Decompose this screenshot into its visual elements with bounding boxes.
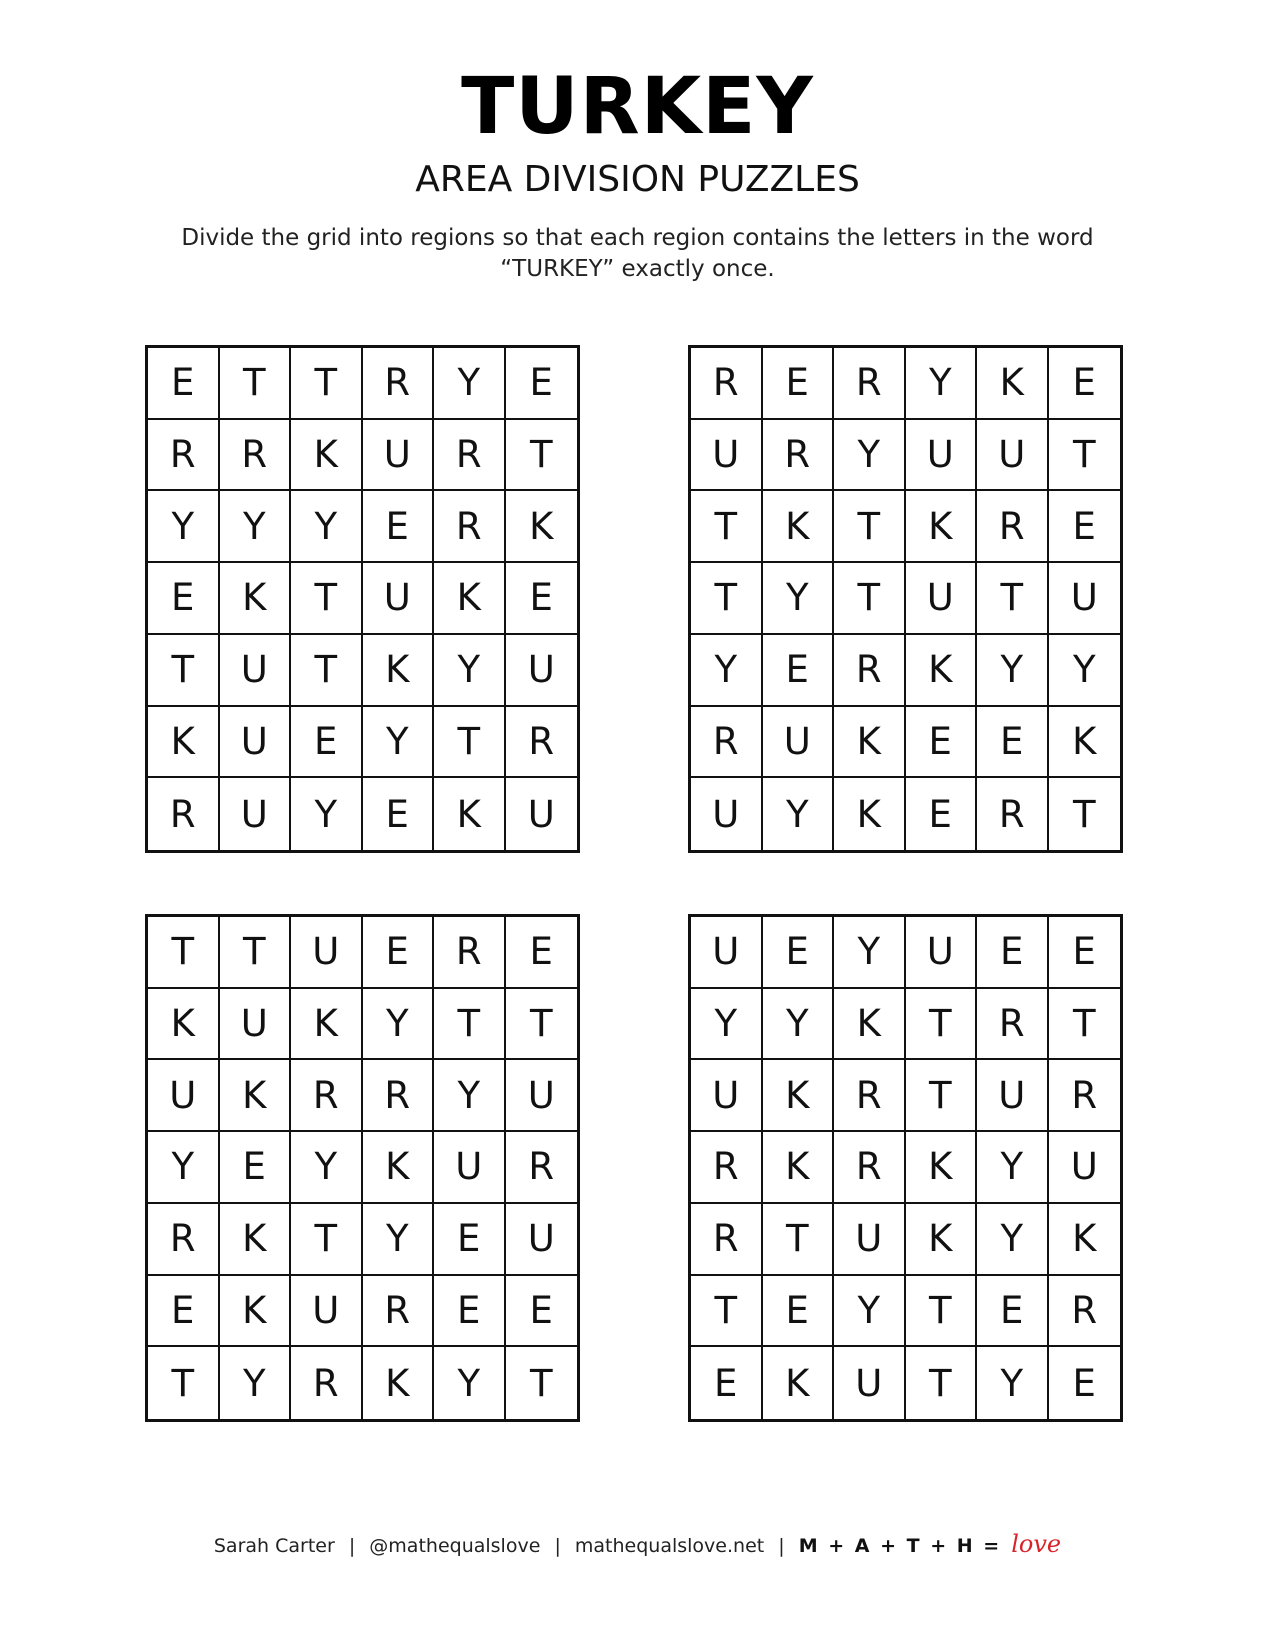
grid-cell: U: [691, 917, 763, 989]
grid-cell: R: [434, 917, 506, 989]
grid-cell: K: [506, 491, 578, 563]
grid-cell: R: [506, 1132, 578, 1204]
grid-cell: K: [763, 491, 835, 563]
grid-cell: T: [148, 917, 220, 989]
grid-cell: K: [977, 348, 1049, 420]
grid-cell: T: [977, 563, 1049, 635]
grid-cell: T: [1049, 989, 1121, 1061]
grid-cell: Y: [1049, 635, 1121, 707]
grid-cell: Y: [977, 1132, 1049, 1204]
grid-cell: E: [906, 778, 978, 850]
grid-cell: K: [834, 989, 906, 1061]
grid-cell: T: [148, 1347, 220, 1419]
grid-cell: K: [763, 1132, 835, 1204]
grid-cell: K: [834, 778, 906, 850]
footer-logo-love: love: [1011, 1530, 1062, 1558]
grid-cell: Y: [977, 1347, 1049, 1419]
grid-cell: Y: [291, 491, 363, 563]
grid-cell: R: [434, 491, 506, 563]
grid-cell: E: [506, 1276, 578, 1348]
grid-cell: E: [1072, 1361, 1096, 1405]
grid-cell: E: [691, 1347, 763, 1419]
grid-cell: T: [691, 1276, 763, 1348]
grid-cell: Y: [291, 778, 363, 850]
grid-cell: T: [763, 1204, 835, 1276]
grid-cell: E: [763, 1276, 835, 1348]
grid-cell: K: [906, 635, 978, 707]
grid-cell: Y: [363, 989, 435, 1061]
grid-cell: K: [220, 1060, 292, 1132]
grid-cell: R: [834, 348, 906, 420]
grid-cell: T: [834, 491, 906, 563]
grid-cell: K: [906, 491, 978, 563]
footer-separator: |: [778, 1535, 785, 1557]
grid-cell: K: [763, 1060, 835, 1132]
grid-cell: T: [906, 1347, 978, 1419]
grid-cell: U: [691, 778, 763, 850]
grid-cell: T: [291, 563, 363, 635]
grid-cell: E: [363, 778, 435, 850]
grid-cell: R: [363, 348, 435, 420]
grid-cell: R: [1049, 1276, 1121, 1348]
instructions-text: Divide the grid into regions so that each region contains the letters in the word “TURKEY” exactly once.: [181, 225, 1094, 282]
grid-cell: R: [691, 1132, 763, 1204]
grid-cell: R: [977, 491, 1049, 563]
grid-cell: U: [977, 420, 1049, 492]
grid-cell: E: [906, 707, 978, 779]
grid-cell: T: [691, 491, 763, 563]
grid-cell: U: [506, 635, 578, 707]
footer-separator: |: [554, 1535, 561, 1557]
grid-cell: K: [363, 1132, 435, 1204]
grid-cell: E: [506, 348, 578, 420]
grid-cell: E: [434, 1276, 506, 1348]
grid-cell: E: [363, 917, 435, 989]
grid-cell: E: [977, 707, 1049, 779]
grid-cell: E: [1049, 491, 1121, 563]
grid-cell: Y: [220, 1347, 292, 1419]
grid-cell: T: [506, 420, 578, 492]
grid-cell: Y: [691, 989, 763, 1061]
grid-cell: K: [906, 1132, 978, 1204]
grid-cell: U: [506, 1060, 578, 1132]
grid-cell: K: [291, 989, 363, 1061]
grid-cell: R: [291, 1060, 363, 1132]
grid-cell: R: [506, 707, 578, 779]
grid-cell: U: [834, 1347, 906, 1419]
grid-cell: R: [691, 707, 763, 779]
grid-cell: T: [220, 348, 292, 420]
grid-cell: R: [977, 778, 1049, 850]
grid-cell: E: [148, 1276, 220, 1348]
grid-cell: K: [148, 989, 220, 1061]
grid-cell: U: [363, 420, 435, 492]
grid-cell: Y: [148, 491, 220, 563]
puzzle-grid-4: [688, 914, 1123, 1422]
grid-cell: T: [906, 1276, 978, 1348]
grid-cell: E: [763, 635, 835, 707]
grid-cell: K: [834, 707, 906, 779]
grid-cell: U: [1049, 1132, 1121, 1204]
grid-cell: Y: [363, 707, 435, 779]
puzzle-grid-1: [145, 345, 580, 853]
grid-cell: K: [1049, 1204, 1121, 1276]
grid-cell: T: [434, 989, 506, 1061]
grid-cell: U: [691, 420, 763, 492]
grid-cell: Y: [148, 1132, 220, 1204]
puzzle-grid-2: [688, 345, 1123, 853]
footer-author: Sarah Carter: [213, 1535, 335, 1557]
grid-cell: K: [434, 778, 506, 850]
grid-cell: R: [291, 1347, 363, 1419]
grid-cell: T: [220, 917, 292, 989]
grid-cell: U: [906, 420, 978, 492]
footer-website: mathequalslove.net: [574, 1535, 765, 1557]
grid-cell: R: [834, 1132, 906, 1204]
grid-cell: Y: [363, 1204, 435, 1276]
grid-cell: R: [148, 1204, 220, 1276]
grid-cell: Y: [763, 989, 835, 1061]
grid-cell: T: [148, 635, 220, 707]
grid-cell: U: [1049, 563, 1121, 635]
grid-cell: U: [906, 917, 978, 989]
grid-cell: K: [220, 1204, 292, 1276]
grid-cell: T: [291, 348, 363, 420]
grid-cell: E: [1049, 348, 1121, 420]
grid-cell: K: [291, 420, 363, 492]
grid-cell: E: [977, 917, 1049, 989]
grid-cell: U: [506, 1204, 578, 1276]
footer-separator: |: [348, 1535, 356, 1557]
grid-cell: T: [506, 989, 578, 1061]
grid-cell: U: [220, 635, 292, 707]
grid-cell: R: [434, 420, 506, 492]
puzzle-grid-3: [145, 914, 580, 1422]
grid-cell: E: [434, 1204, 506, 1276]
grid-cell: E: [977, 1276, 1049, 1348]
grid-cell: E: [148, 348, 220, 420]
footer-handle: @mathequalslove: [369, 1535, 541, 1557]
grid-cell: K: [220, 563, 292, 635]
grid-cell: Y: [220, 491, 292, 563]
grid-cell: Y: [834, 1276, 906, 1348]
grid-cell: R: [691, 348, 763, 420]
grid-cell: R: [220, 420, 292, 492]
grid-cell: K: [220, 1276, 292, 1348]
grid-cell: U: [220, 707, 292, 779]
grid-cell: Y: [691, 635, 763, 707]
grid-cell: E: [763, 917, 835, 989]
grid-cell: T: [1072, 792, 1096, 836]
grid-cell: R: [834, 1060, 906, 1132]
grid-cell: R: [763, 420, 835, 492]
grid-cell: K: [906, 1204, 978, 1276]
grid-cell: R: [691, 1204, 763, 1276]
grid-cell: E: [1049, 917, 1121, 989]
grid-cell: R: [363, 1060, 435, 1132]
grid-cell: Y: [291, 1132, 363, 1204]
grid-cell: K: [434, 563, 506, 635]
grid-cell: Y: [434, 1347, 506, 1419]
grid-cell: T: [906, 1060, 978, 1132]
grid-cell: R: [363, 1276, 435, 1348]
grid-cell: U: [691, 1060, 763, 1132]
grid-cell: E: [148, 563, 220, 635]
grid-cell: K: [763, 1347, 835, 1419]
grid-cell: U: [291, 1276, 363, 1348]
grid-cell: T: [1049, 420, 1121, 492]
grid-cell: U: [363, 563, 435, 635]
footer-logo-text: M + A + T + H =: [798, 1535, 1002, 1557]
grid-cell: U: [763, 707, 835, 779]
grid-cell: E: [363, 491, 435, 563]
grid-cell: U: [220, 778, 292, 850]
grid-cell: U: [977, 1060, 1049, 1132]
grid-cell: U: [220, 989, 292, 1061]
grid-cell: T: [434, 707, 506, 779]
grid-cell: E: [506, 563, 578, 635]
grid-cell: Y: [977, 1204, 1049, 1276]
grid-cell: E: [763, 348, 835, 420]
grid-cell: U: [834, 1204, 906, 1276]
grid-cell: T: [834, 563, 906, 635]
footer: [0, 1530, 1275, 1558]
grid-cell: Y: [763, 778, 835, 850]
grid-cell: R: [977, 989, 1049, 1061]
grid-cell: T: [291, 1204, 363, 1276]
page-title: TURKEY: [461, 62, 814, 152]
grid-cell: R: [834, 635, 906, 707]
grid-cell: U: [527, 792, 555, 836]
grid-cell: Y: [434, 1060, 506, 1132]
grid-cell: Y: [977, 635, 1049, 707]
grid-cell: Y: [434, 348, 506, 420]
grid-cell: K: [148, 707, 220, 779]
grid-cell: R: [1049, 1060, 1121, 1132]
grid-cell: U: [291, 917, 363, 989]
grid-cell: E: [291, 707, 363, 779]
grid-cell: T: [691, 563, 763, 635]
grid-cell: Y: [763, 563, 835, 635]
grid-cell: R: [148, 778, 220, 850]
grid-cell: Y: [906, 348, 978, 420]
grid-cell: Y: [834, 420, 906, 492]
grid-cell: K: [363, 1347, 435, 1419]
grid-cell: Y: [834, 917, 906, 989]
page-subtitle: AREA DIVISION PUZZLES: [415, 159, 860, 200]
grid-cell: U: [906, 563, 978, 635]
grid-cell: K: [1049, 707, 1121, 779]
grid-cell: E: [220, 1132, 292, 1204]
grid-cell: U: [148, 1060, 220, 1132]
grid-cell: Y: [434, 635, 506, 707]
grid-cell: T: [291, 635, 363, 707]
grid-cell: R: [148, 420, 220, 492]
grid-cell: U: [434, 1132, 506, 1204]
grid-cell: E: [506, 917, 578, 989]
grid-cell: K: [363, 635, 435, 707]
grid-cell: T: [906, 989, 978, 1061]
grid-cell: T: [529, 1361, 553, 1405]
